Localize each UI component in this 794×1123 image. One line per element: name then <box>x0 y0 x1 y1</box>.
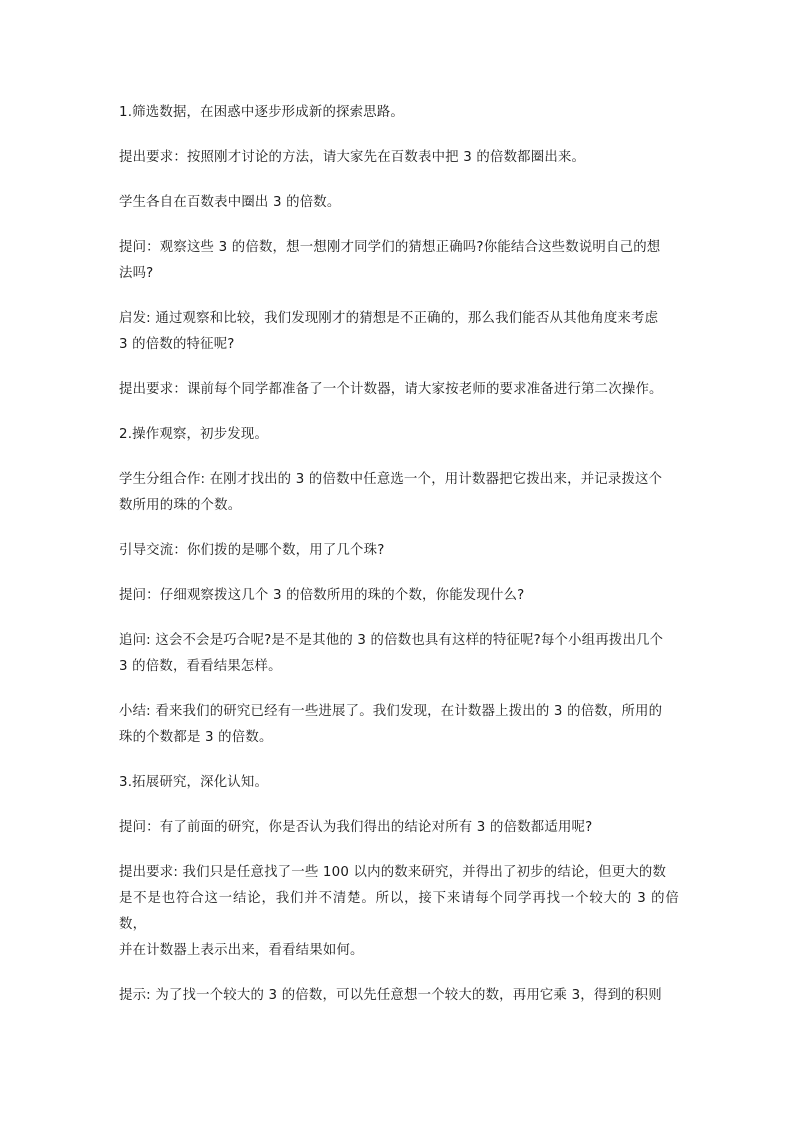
document-body <box>119 100 679 1028</box>
paragraph-group-work: 学生分组合作: 在刚才找出的 3 的倍数中任意选一个，用计数器把它拨出来，并记录拨这个 数所用的珠的个数。 <box>119 472 663 513</box>
paragraph-question-observe: 提问：观察这些 3 的倍数，想一想刚才同学们的猜想正确吗?你能结合这些数说明自己的想 法吗? <box>119 240 661 281</box>
paragraph-question-conclusion: 提问：有了前面的研究，你是否认为我们得出的结论对所有 3 的倍数都适用呢? <box>119 820 593 835</box>
paragraph-inspire: 启发: 通过观察和比较，我们发现刚才的猜想是不正确的，那么我们能否从其他角度来考虑 3 的倍数的特征呢? <box>119 311 659 352</box>
section-heading-3: 3.拓展研究，深化认知。 <box>119 775 269 790</box>
paragraph-request-circle: 提出要求：按照刚才讨论的方法，请大家先在百数表中把 3 的倍数都圈出来。 <box>119 150 586 165</box>
section-heading-2: 2.操作观察，初步发现。 <box>119 427 269 442</box>
paragraph-hint: 提示: 为了找一个较大的 3 的倍数，可以先任意想一个较大的数，再用它乘 3，得到的积则 <box>119 988 662 1003</box>
paragraph-request-counter: 提出要求：课前每个同学都准备了一个计数器，请大家按老师的要求准备进行第二次操作。 <box>119 382 663 397</box>
paragraph-summary: 小结: 看来我们的研究已经有一些进展了。我们发现，在计数器上拨出的 3 的倍数，所用的 珠的个数都是 3 的倍数。 <box>119 704 663 745</box>
section-heading-1: 1.筛选数据，在困惑中逐步形成新的探索思路。 <box>119 105 404 120</box>
paragraph-guide-exchange: 引导交流：你们拨的是哪个数，用了几个珠? <box>119 543 385 558</box>
paragraph-question-beads: 提问：仔细观察拨这几个 3 的倍数所用的珠的个数，你能发现什么? <box>119 588 525 603</box>
paragraph-request-larger: 提出要求: 我们只是任意找了一些 100 以内的数来研究，并得出了初步的结论，但更大的数 是不是也符合这一结论，我们并不清楚。所以，接下来请每个同学再找一个较大的 3 的倍数， 并在计数器上表示出来，看看结果如何。 <box>119 865 679 958</box>
paragraph-students-circle: 学生各自在百数表中圈出 3 的倍数。 <box>119 195 341 210</box>
paragraph-follow-up: 追问: 这会不会是巧合呢?是不是其他的 3 的倍数也具有这样的特征呢?每个小组再拨出几个 3 的倍数，看看结果怎样。 <box>119 633 664 674</box>
